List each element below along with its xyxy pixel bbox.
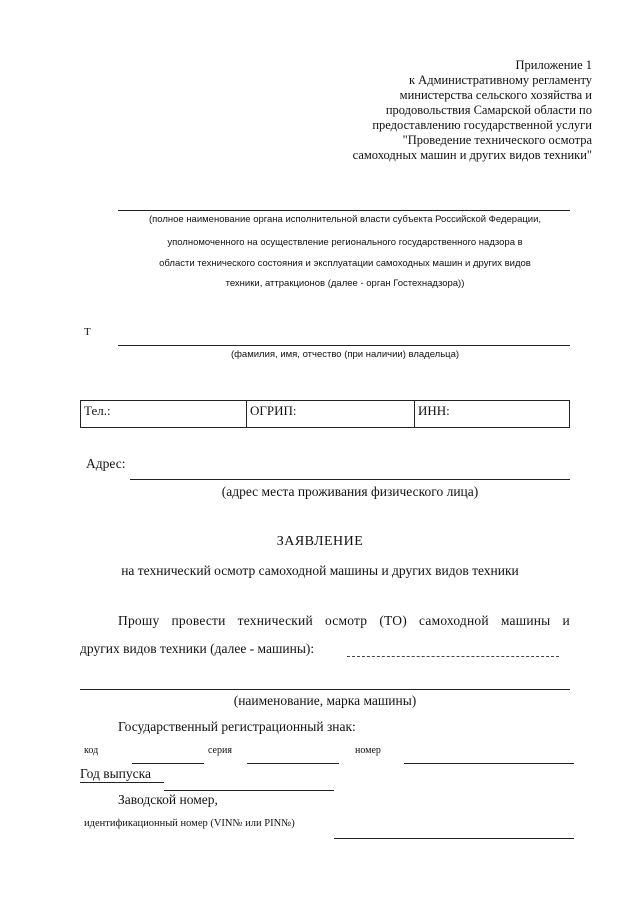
phone-field[interactable] bbox=[81, 401, 247, 427]
number-field[interactable] bbox=[404, 763, 574, 764]
phone-label: Тел.: bbox=[84, 403, 111, 418]
year-field[interactable] bbox=[164, 790, 334, 791]
code-label: код bbox=[84, 745, 99, 756]
number-label: номер bbox=[355, 745, 381, 756]
machine-caption: (наименование, марка машины) bbox=[233, 693, 417, 708]
authority-caption-line: (полное наименование органа исполнительной власти субъекта Российской Федерации, bbox=[148, 214, 542, 225]
year-label: Год выпуска bbox=[80, 766, 151, 781]
machine-name-field[interactable] bbox=[80, 689, 570, 690]
request-line-2: других видов техники (далее - машины): bbox=[80, 641, 315, 656]
header-line: самоходных машин и других видов техники" bbox=[352, 148, 592, 162]
code-field[interactable] bbox=[132, 763, 204, 764]
address-field[interactable] bbox=[130, 479, 570, 480]
owner-name-field[interactable] bbox=[118, 345, 570, 346]
header-line: "Проведение технического осмотра bbox=[402, 133, 592, 147]
vin-field[interactable] bbox=[334, 838, 574, 839]
header-line: предоставлению государственной услуги bbox=[372, 118, 592, 132]
address-label: Адрес: bbox=[86, 456, 126, 471]
machine-inline-field[interactable] bbox=[347, 656, 559, 657]
ogrip-label: ОГРИП: bbox=[250, 403, 297, 418]
owner-caption: (фамилия, имя, отчество (при наличии) владельца) bbox=[230, 349, 460, 360]
authority-caption-line: техники, аттракционов (далее - орган Гостехнадзора)) bbox=[225, 278, 465, 289]
ogrip-field[interactable] bbox=[247, 401, 415, 427]
authority-caption-line: области технического состояния и эксплуатации самоходных машин и других видов bbox=[159, 258, 531, 269]
series-label: серия bbox=[208, 745, 232, 756]
authority-caption-line: уполномоченного на осуществление регионального государственного надзора в bbox=[167, 237, 523, 248]
header-line: к Административному регламенту bbox=[408, 73, 592, 87]
inn-field[interactable] bbox=[415, 401, 569, 427]
series-field[interactable] bbox=[247, 763, 339, 764]
statement-subtitle: на технический осмотр самоходной машины и других видов техники bbox=[121, 563, 519, 578]
authority-name-field[interactable] bbox=[118, 210, 570, 211]
header-line: министерства сельского хозяйства и bbox=[399, 88, 592, 102]
owner-prefix: Т bbox=[84, 326, 91, 338]
header-line: продовольствия Самарской области по bbox=[385, 103, 592, 117]
vin-label: идентификационный номер (VIN№ или PIN№) bbox=[84, 818, 295, 829]
inn-label: ИНН: bbox=[418, 403, 450, 418]
appendix-header bbox=[292, 58, 592, 163]
header-line: Приложение 1 bbox=[515, 58, 592, 72]
registration-label: Государственный регистрационный знак: bbox=[118, 719, 356, 734]
year-underline bbox=[80, 782, 164, 783]
statement-title: ЗАЯВЛЕНИЕ bbox=[276, 534, 364, 549]
address-caption: (адрес места проживания физического лица) bbox=[221, 484, 479, 499]
request-line-1: Прошу провести технический осмотр (ТО) самоходной машины и bbox=[118, 613, 570, 628]
factory-number-label: Заводской номер, bbox=[118, 792, 218, 807]
contacts-table bbox=[80, 400, 570, 428]
